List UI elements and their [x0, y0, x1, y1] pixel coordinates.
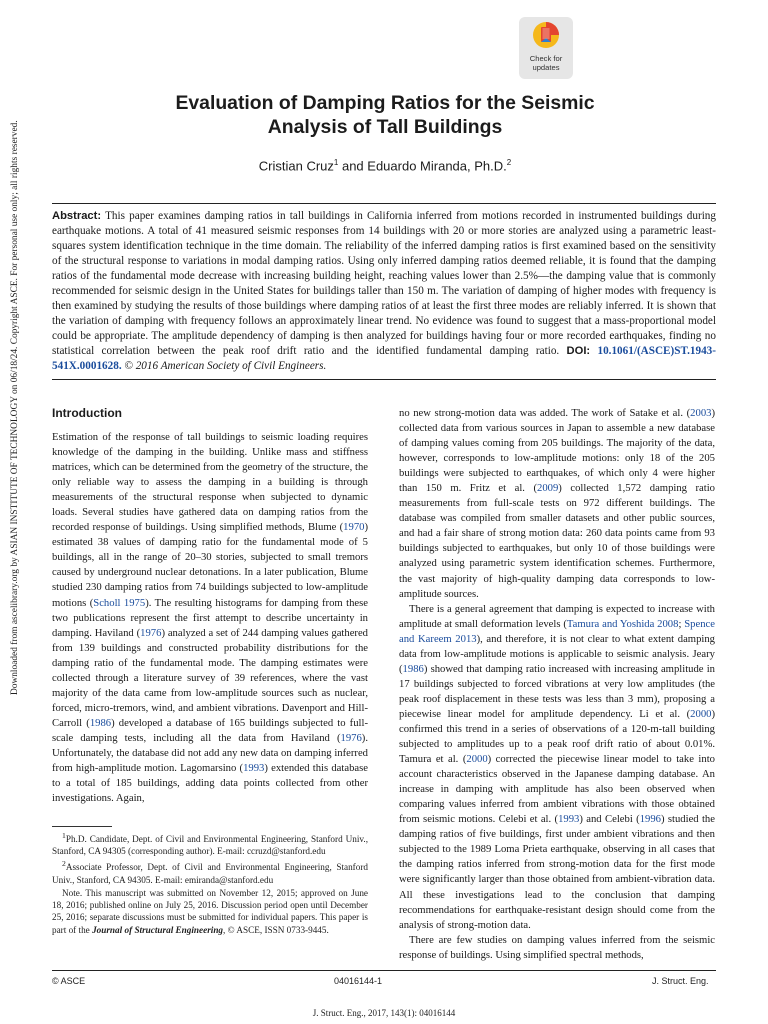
citation-link[interactable]: Scholl 1975	[93, 597, 146, 609]
abstract	[52, 209, 716, 375]
doi-label: DOI:	[566, 345, 591, 358]
footer-rule	[52, 970, 716, 971]
abstract-copyright: © 2016 American Society of Civil Engineers.	[121, 360, 327, 373]
doi-link[interactable]: 10.1061/(ASCE)ST.1943-541X.0001628.	[52, 345, 716, 373]
author-2-affiliation-mark: 2	[506, 158, 512, 167]
footer-page-id: 04016144-1	[334, 976, 383, 986]
footnotes	[52, 830, 368, 937]
citation-link[interactable]: 1970	[343, 522, 365, 534]
author-list	[60, 158, 710, 173]
citation-link[interactable]: 2000	[690, 708, 712, 720]
title-line-2: Analysis of Tall Buildings	[267, 116, 503, 138]
citation-link[interactable]: 1986	[402, 663, 424, 675]
author-2: Eduardo Miranda, Ph.D.	[367, 158, 507, 174]
footer-journal: J. Struct. Eng.	[652, 976, 709, 986]
abstract-bottom-rule	[52, 379, 716, 380]
check-for-updates-label: Check for updates	[529, 54, 563, 72]
abstract-top-rule	[52, 203, 716, 204]
citation-link[interactable]: 2003	[690, 408, 712, 419]
column-right	[399, 406, 715, 963]
footnote-rule	[52, 826, 112, 827]
author-1: Cristian Cruz	[258, 158, 334, 174]
footnote-2: $^2$Associate Professor, Dept. of Civil and Environmental Engineering, Stanford Univ., Stanford, CA 94305. E-mail: emiranda@stanford.edu	[52, 859, 368, 885]
citation-link[interactable]: 1986	[89, 717, 112, 729]
download-notice-text: Downloaded from ascelibrary.org by ASIAN INSTITUTE OF TECHNOLOGY on 06/18/24. Copyright ASCE. For personal use only; all rights reserved.	[10, 120, 20, 695]
paragraph: Estimation of the response of tall buildings to seismic loading requires knowledge of the damping in the building. Unlike mass and stiffness matrices, which can be determined from the geometry of the structure, the only reliable way to assess the damping in a building is through measurements of the structural response when subjected to dynamic loads. Several studies have gathered data on damping ratios from the recorded response of buildings. Using simplified methods, Blume (1970) estimated 38 values of damping ratio for the fundamental mode of 5 buildings, all in the range of 20–30 stories, subjected to small tremors caused by underground nuclear detonations. In a later publication, Blume studied 230 damping ratios from 74 buildings subjected to low-amplitude motions (Scholl 1975). The resulting histograms for damping from these two publications represent the first attempt to describe uncertainty in damping. Haviland (1976) analyzed a set of 244 damping values gathered from 139 buildings and constructed probability distributions for the damping ratio of the fundamental mode. The damping estimates were collected through a literature survey of 39 references, where the vast majority of the data came from low-amplitude sources such as nuclear, forced, micro-tremors, wind, and ambient vibrations. Davenport and Hill-Carroll (1986) developed a database of 165 buildings subjected to full-scale damping tests, including all the data from Haviland (1976). Unfortunately, the database did not add any new data on damping inferred from high-amplitude motion. Lagomarsino (1993) extended this database to a total of 185 buildings, adding data points collected from other investigations. Again,	[52, 432, 369, 805]
paragraph: There are few studies on damping values inferred from the seismic response of buildings. Using simplified spectral methods,	[399, 934, 715, 961]
manuscript-note: Note. This manuscript was submitted on November 12, 2015; approved on June 18, 2016; published online on July 25, 2016. Discussion period open until December 25, 2016; separate discussions must be submitted for individual papers. This paper is part of the Journal of Structural Engineering, © ASCE, ISSN 0733-9445.	[52, 887, 368, 935]
paragraph: no new strong-motion data was added. The work of Satake et al. (2003) collected data from various sources in Japan to assemble a new database of damping values coming from 205 buildings. The majority of the data, however, corresponds to low-amplitude motions: only 18 of the 205 buildings were subjected to earthquakes, of which only 4 were higher than 150 m. Fritz et al. (2009) collected 1,572 damping ratio measurements from full-scale tests on 972 different buildings. The database was compiled from smaller datasets and other public sources, and had a fair share of strong motion data: 260 data points came from 93 buildings subjected to earthquakes, but only 10 of those buildings were analyzed using parametric system identification schemes. Furthermore, the vast majority of high-quality damping data corresponds to low-amplitude sources.	[399, 408, 716, 600]
author-connector: and	[338, 158, 368, 174]
title-line-1: Evaluation of Damping Ratios for the Seismic	[175, 92, 595, 114]
footnote-1: $^1$Ph.D. Candidate, Dept. of Civil and Environmental Engineering, Stanford Univ., Stanford, CA 94305 (corresponding author). E-mail: ccruzd@stanford.edu	[52, 831, 368, 857]
section-heading-introduction: Introduction	[52, 406, 122, 420]
abstract-text: This paper examines damping ratios in tall buildings in California inferred from motions recorded in instrumented buildings during earthquake motions. A total of 41 measured seismic responses from 14 buildings with 20 or more stories are analyzed using a parametric least-squares system identification technique in the time domain. The reliability of the inferred damping ratios is first examined based on the sensitivity of the structural response to variations in modal damping ratios. Using only inferred damping ratios deemed reliable, it is found that the damping ratios of the fundamental mode decrease with increasing building height, reaching values lower than 2.5%—the damping value that is commonly recommended for seismic design in the United States for buildings taller than 150 m. The variation of damping of higher modes with frequency is then examined by studying the results of those buildings where damping ratios of at least the first three modes are reliably inferred. It is shown that the variation of damping with frequency follows an approximately linear trend. No evidence was found to suggest that a mass-proportional model could be appropriate. The amplitude dependency of damping is then analyzed for buildings having four or more recorded earthquakes, finding no statistical correlation between the peak roof drift ratio and the identified fundamental damping ratio.	[52, 210, 716, 358]
download-notice	[2, 120, 20, 695]
author-1-affiliation-mark: 1	[333, 158, 339, 167]
check-for-updates-icon	[532, 21, 560, 49]
citation-link[interactable]: 1976	[140, 627, 162, 639]
footer-copyright: © ASCE	[52, 976, 86, 986]
citation-link[interactable]: 1993	[558, 814, 580, 826]
paper-title	[60, 91, 710, 139]
citation-link[interactable]: 1996	[639, 814, 661, 826]
column-left	[52, 430, 368, 806]
citation-link[interactable]: 1976	[340, 732, 362, 744]
paragraph: There is a general agreement that damping is expected to increase with amplitude at small deformation levels (Tamura and Yoshida 2008; Spence and Kareem 2013), and therefore, it is not clear to what extent damping data from low-amplitude motions is applicable to seismic analysis. Jeary (1986) showed that damping ratio increased with increasing amplitude in 17 buildings subjected to forced vibrations at very low amplitudes (the peak roof displacement in these tests was less than 3 mm), proposing a piecewise linear model for amplitude dependency. Li et al. (2000) confirmed this trend in a series of observations of a 120-m-tall building subjected to amplitudes up to a peak roof drift ratio of about 0.01%. Tamura et al. (2000) corrected the piecewise linear model to take into account characteristics observed in the Japanese damping database. An increase in damping with amplitude has also been observed when comparing values inferred from ambient vibrations with those obtained from seismic motions. Celebi et al. (1993) and Celebi (1996) studied the damping ratios of five buildings, first under ambient vibrations and then subjected to the 1989 Loma Prieta earthquake, observing in all cases that the damping ratios inferred from strong-motion data for the first mode were significantly larger than those obtained from ambient-vibration data. All these investigations lead to the conclusion that damping recommendations for earthquake-resistant design should come from the analysis of strong-motion data.	[399, 603, 716, 931]
abstract-label: Abstract:	[52, 210, 102, 222]
citation-link[interactable]: Tamura and Yoshida 2008	[566, 618, 679, 630]
citation-line: J. Struct. Eng., 2017, 143(1): 04016144	[312, 1008, 456, 1018]
citation-link[interactable]: Spence and Kareem 2013	[399, 618, 715, 645]
citation-link[interactable]: 2000	[466, 754, 488, 766]
check-for-updates-button[interactable]	[519, 17, 573, 79]
citation-link[interactable]: 2009	[537, 483, 559, 495]
citation-link[interactable]: 1993	[243, 763, 265, 775]
